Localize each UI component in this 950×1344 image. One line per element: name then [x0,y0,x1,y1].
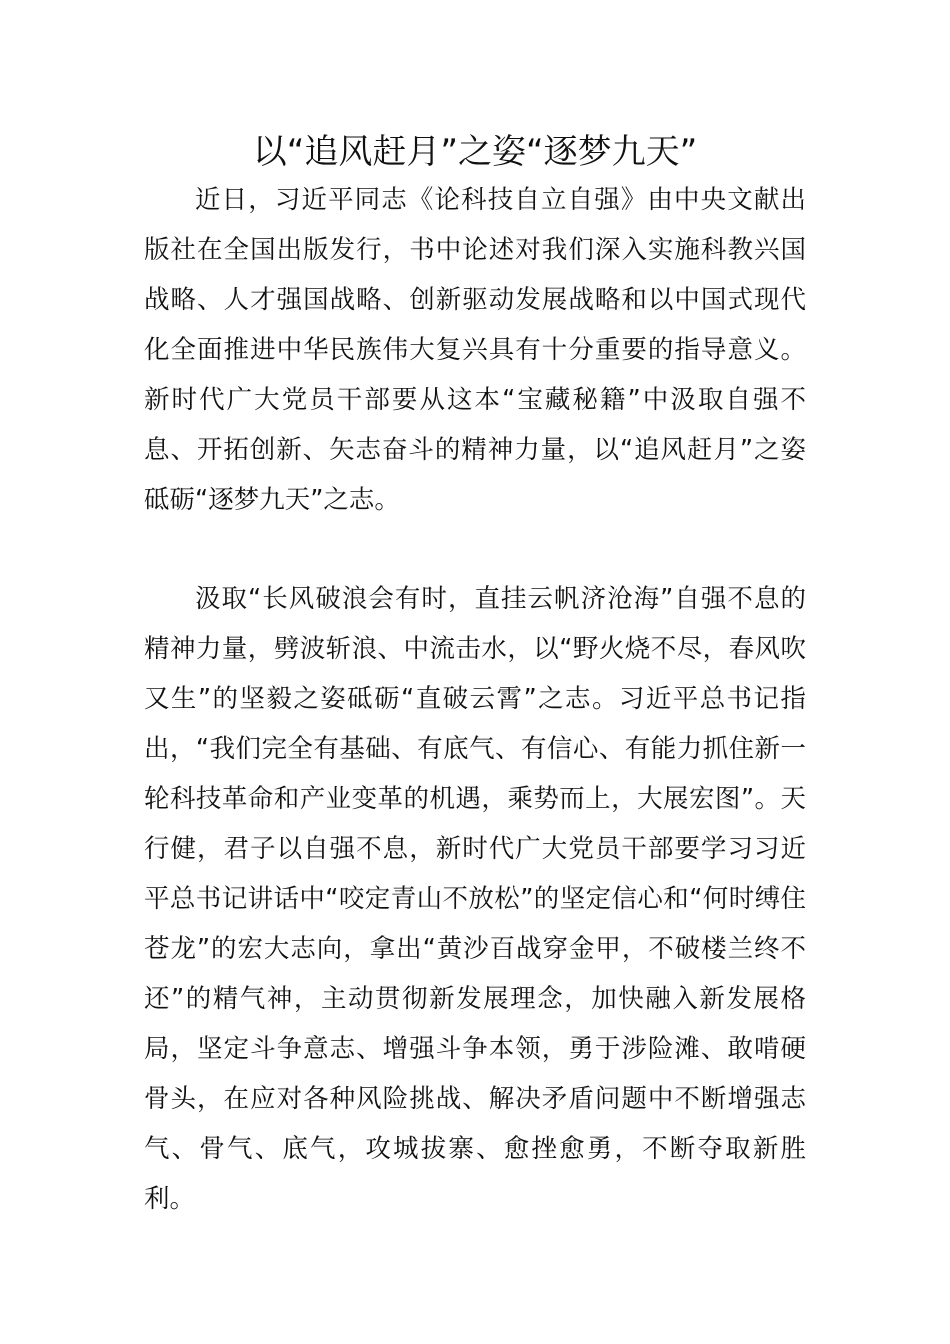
document-title: 以“追风赶月”之姿“逐梦九天” [252,132,698,172]
paragraph-body: 汲取“长风破浪会有时，直挂云帆济沧海”自强不息的精神力量，劈波斩浪、中流击水，以“野火烧不尽，春风吹又生”的坚毅之姿砥砺“直破云霄”之志。习近平总书记指出，“我们完全有基础、有底气、有信心、有能力抓住新一轮科技革命和产业变革的机遇，乘势而上，大展宏图”。天行健，君子以自强不息，新时代广大党员干部要学习习近平总书记讲话中“咬定青山不放松”的坚定信心和“何时缚住苍龙”的宏大志向，拿出“黄沙百战穿金甲，不破楼兰终不还”的精气神，主动贯彻新发展理念，加快融入新发展格局，坚定斗争意志、增强斗争本领，勇于涉险滩、敢啃硬骨头，在应对各种风险挑战、解决矛盾问题中不断增强志气、骨气、底气，攻城拔寨、愈挫愈勇，不断夺取新胜利。 [144,584,806,1214]
paragraph-intro: 近日，习近平同志《论科技自立自强》由中央文献出版社在全国出版发行，书中论述对我们深入实施科教兴国战略、人才强国战略、创新驱动发展战略和以中国式现代化全面推进中华民族伟大复兴具有十分重要的指导意义。新时代广大党员干部要从这本“宝藏秘籍”中汲取自强不息、开拓创新、矢志奋斗的精神力量，以“追风赶月”之姿砥砺“逐梦九天”之志。 [144,185,806,515]
